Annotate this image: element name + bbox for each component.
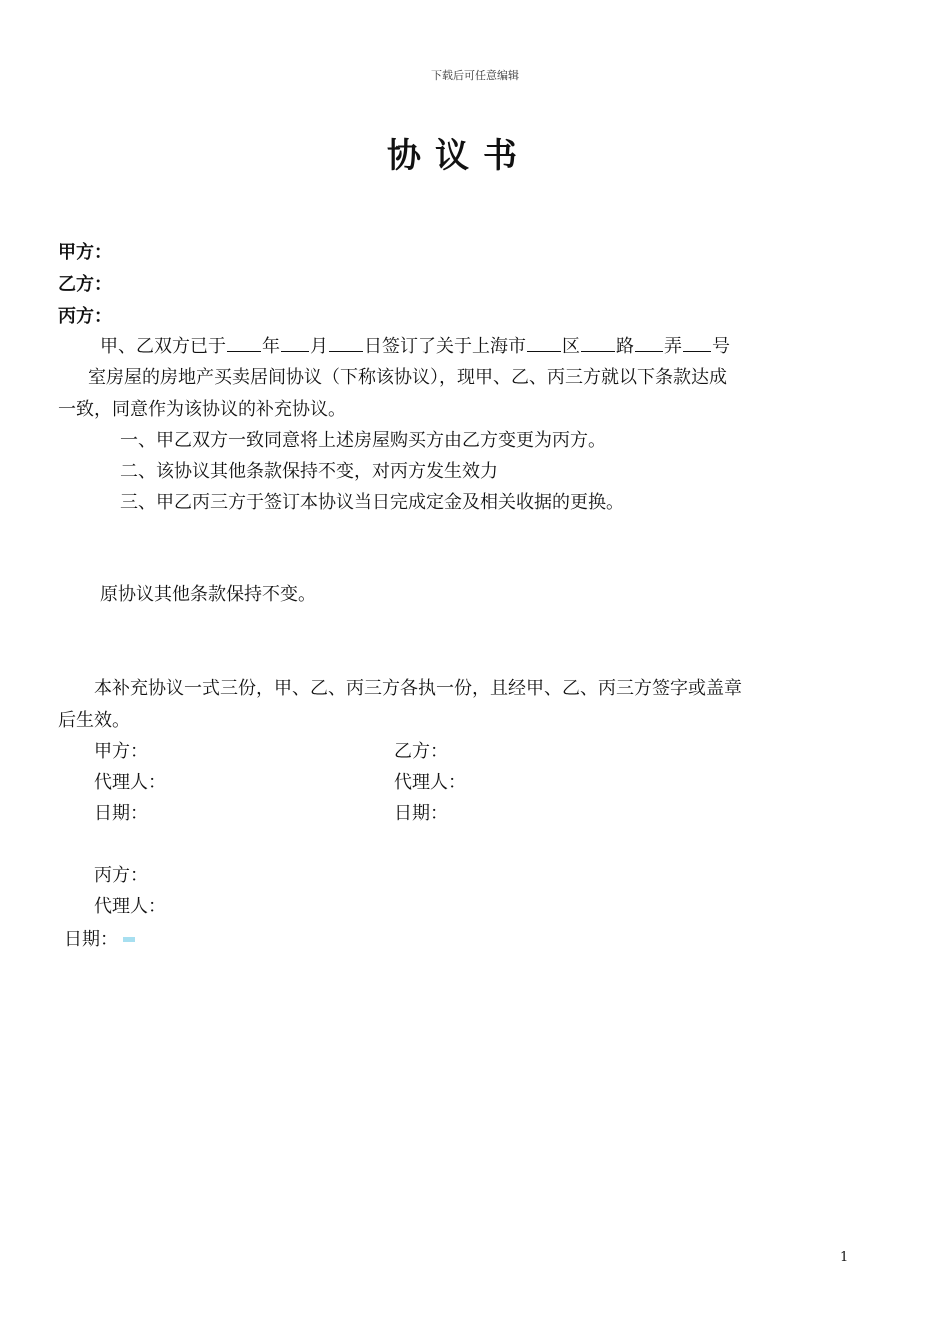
sig-c-date: 日期：: [64, 929, 118, 950]
clause-1: 一、甲乙双方一致同意将上述房屋购买方由乙方变更为丙方。: [120, 430, 606, 451]
number-label: 号: [712, 336, 730, 357]
page-number: 1: [840, 1250, 849, 1265]
year-blank: [227, 334, 261, 352]
sig-b-agent: 代理人：: [394, 772, 466, 793]
lane-blank: [635, 334, 663, 352]
month-blank: [281, 334, 309, 352]
sig-b-party: 乙方：: [394, 741, 448, 762]
document-title: 协议书: [387, 136, 531, 176]
day-label: 日签订了关于上海市: [364, 336, 526, 357]
sig-a-date: 日期：: [94, 803, 148, 824]
sig-a-party: 甲方：: [94, 741, 148, 762]
intro-line-3: 一致，同意作为该协议的补充协议。: [58, 399, 346, 420]
road-blank: [581, 334, 615, 352]
clause-3: 三、甲乙丙三方于签订本协议当日完成定金及相关收据的更换。: [120, 492, 624, 513]
sig-c-agent: 代理人：: [94, 896, 166, 917]
party-c-label: 丙方：: [58, 306, 112, 327]
effect-line-2: 后生效。: [58, 710, 130, 731]
district-blank: [527, 334, 561, 352]
district-label: 区: [562, 336, 580, 357]
number-blank: [683, 334, 711, 352]
header-note: 下载后可任意编辑: [431, 69, 519, 82]
sig-b-date: 日期：: [394, 803, 448, 824]
effect-line-1: 本补充协议一式三份，甲、乙、丙三方各执一份，且经甲、乙、丙三方签字或盖章: [94, 678, 742, 699]
road-label: 路: [616, 336, 634, 357]
month-label: 月: [310, 336, 328, 357]
clause-2: 二、该协议其他条款保持不变，对丙方发生效力: [120, 461, 498, 482]
year-label: 年: [262, 336, 280, 357]
intro-line-2: 室房屋的房地产买卖居间协议（下称该协议），现甲、乙、丙三方就以下条款达成: [88, 367, 727, 388]
sig-a-agent: 代理人：: [94, 772, 166, 793]
intro-text: 甲、乙双方已于: [100, 336, 226, 357]
party-a-label: 甲方：: [58, 242, 112, 263]
intro-line-1: [100, 332, 730, 358]
highlight-marker: [123, 937, 135, 942]
party-b-label: 乙方：: [58, 274, 112, 295]
sig-c-party: 丙方：: [94, 865, 148, 886]
lane-label: 弄: [664, 336, 682, 357]
other-terms: 原协议其他条款保持不变。: [100, 584, 316, 605]
day-blank: [329, 334, 363, 352]
